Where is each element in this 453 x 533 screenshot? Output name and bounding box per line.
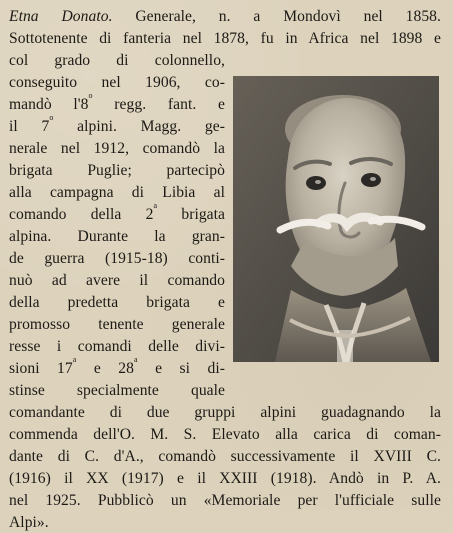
text-fragment: della predetta brigata e xyxy=(9,294,225,311)
text-line-5 xyxy=(9,90,225,115)
text-line-4 xyxy=(9,72,225,93)
text-fragment: stinse specialmente quale xyxy=(9,382,225,399)
text-line-6 xyxy=(9,112,225,137)
text-line-16 xyxy=(9,336,225,357)
text-fragment: dante di C. d'A., comandò successivamente il XVIII C. xyxy=(9,448,441,465)
text-line-8 xyxy=(9,160,225,181)
text-fragment: de guerra (1915-18) conti- xyxy=(9,250,225,267)
text-fragment: alla campagna di Libia al xyxy=(9,184,225,201)
text-fragment: e 28 xyxy=(76,360,134,377)
text-line-21 xyxy=(9,446,441,467)
text-line-22 xyxy=(9,468,441,489)
text-fragment: nel 1925. Pubblicò un «Memoriale per l'ufficiale sulle xyxy=(9,492,441,509)
text-fragment: e si di- xyxy=(137,360,225,377)
text-fragment: col grado di colonnello, xyxy=(9,52,225,69)
text-fragment: Sottotenente di fanteria nel 1878, fu in Africa nel 1898 e xyxy=(9,30,441,47)
portrait-photo xyxy=(233,76,439,362)
text-fragment: brigata xyxy=(157,206,225,223)
text-line-12 xyxy=(9,248,225,269)
text-line-13 xyxy=(9,270,225,291)
text-fragment: comando della 2 xyxy=(9,206,154,223)
text-line-3 xyxy=(9,50,225,71)
text-fragment: commenda dell'O. M. S. Elevato alla carica di coman- xyxy=(9,426,441,443)
portrait-illustration xyxy=(233,76,439,362)
text-fragment: conseguito nel 1906, co- xyxy=(9,74,225,91)
text-fragment: promosso tenente generale xyxy=(9,316,225,333)
text-line-23 xyxy=(9,490,441,511)
text-line-20 xyxy=(9,424,441,445)
text-fragment: Alpi». xyxy=(9,514,49,531)
text-line-11 xyxy=(9,226,225,247)
ordinal-suffix: a xyxy=(134,354,138,364)
text-fragment: mandò l'8 xyxy=(9,96,89,113)
text-fragment: nuò ad avere il comando xyxy=(9,272,225,289)
text-fragment: il 7 xyxy=(9,118,50,135)
text-line-18 xyxy=(9,380,225,401)
text-line-1 xyxy=(9,6,441,27)
ordinal-suffix: a xyxy=(72,354,77,364)
text-line-7 xyxy=(9,138,225,159)
ordinal-suffix: o xyxy=(49,112,54,122)
text-line-24 xyxy=(9,512,441,533)
text-fragment: resse i comandi delle divi- xyxy=(9,338,225,355)
text-line-2 xyxy=(9,28,441,49)
text-fragment: nerale nel 1912, comandò la xyxy=(9,140,225,157)
text-line-15 xyxy=(9,314,225,335)
text-fragment: brigata Puglie; partecipò xyxy=(9,162,225,179)
text-line-14 xyxy=(9,292,225,313)
text-fragment: alpini. Magg. ge- xyxy=(53,118,225,135)
person-name: Etna Donato. xyxy=(9,8,113,25)
text-line-19 xyxy=(9,402,441,423)
text-line-10 xyxy=(9,200,225,225)
ordinal-suffix: a xyxy=(153,200,158,210)
text-fragment: regg. fant. e xyxy=(92,96,225,113)
ordinal-suffix: o xyxy=(88,90,93,100)
text-fragment: alpina. Durante la gran- xyxy=(9,228,225,245)
text-line-9 xyxy=(9,182,225,203)
text-line-17 xyxy=(9,354,225,379)
text-fragment: comandante di due gruppi alpini guadagnando la xyxy=(9,404,441,421)
text-fragment: Generale, n. a Mondovì nel 1858. xyxy=(112,8,441,25)
text-fragment: sioni 17 xyxy=(9,360,73,377)
text-fragment: (1916) il XX (1917) e il XXIII (1918). Andò in P. A. xyxy=(9,470,441,487)
